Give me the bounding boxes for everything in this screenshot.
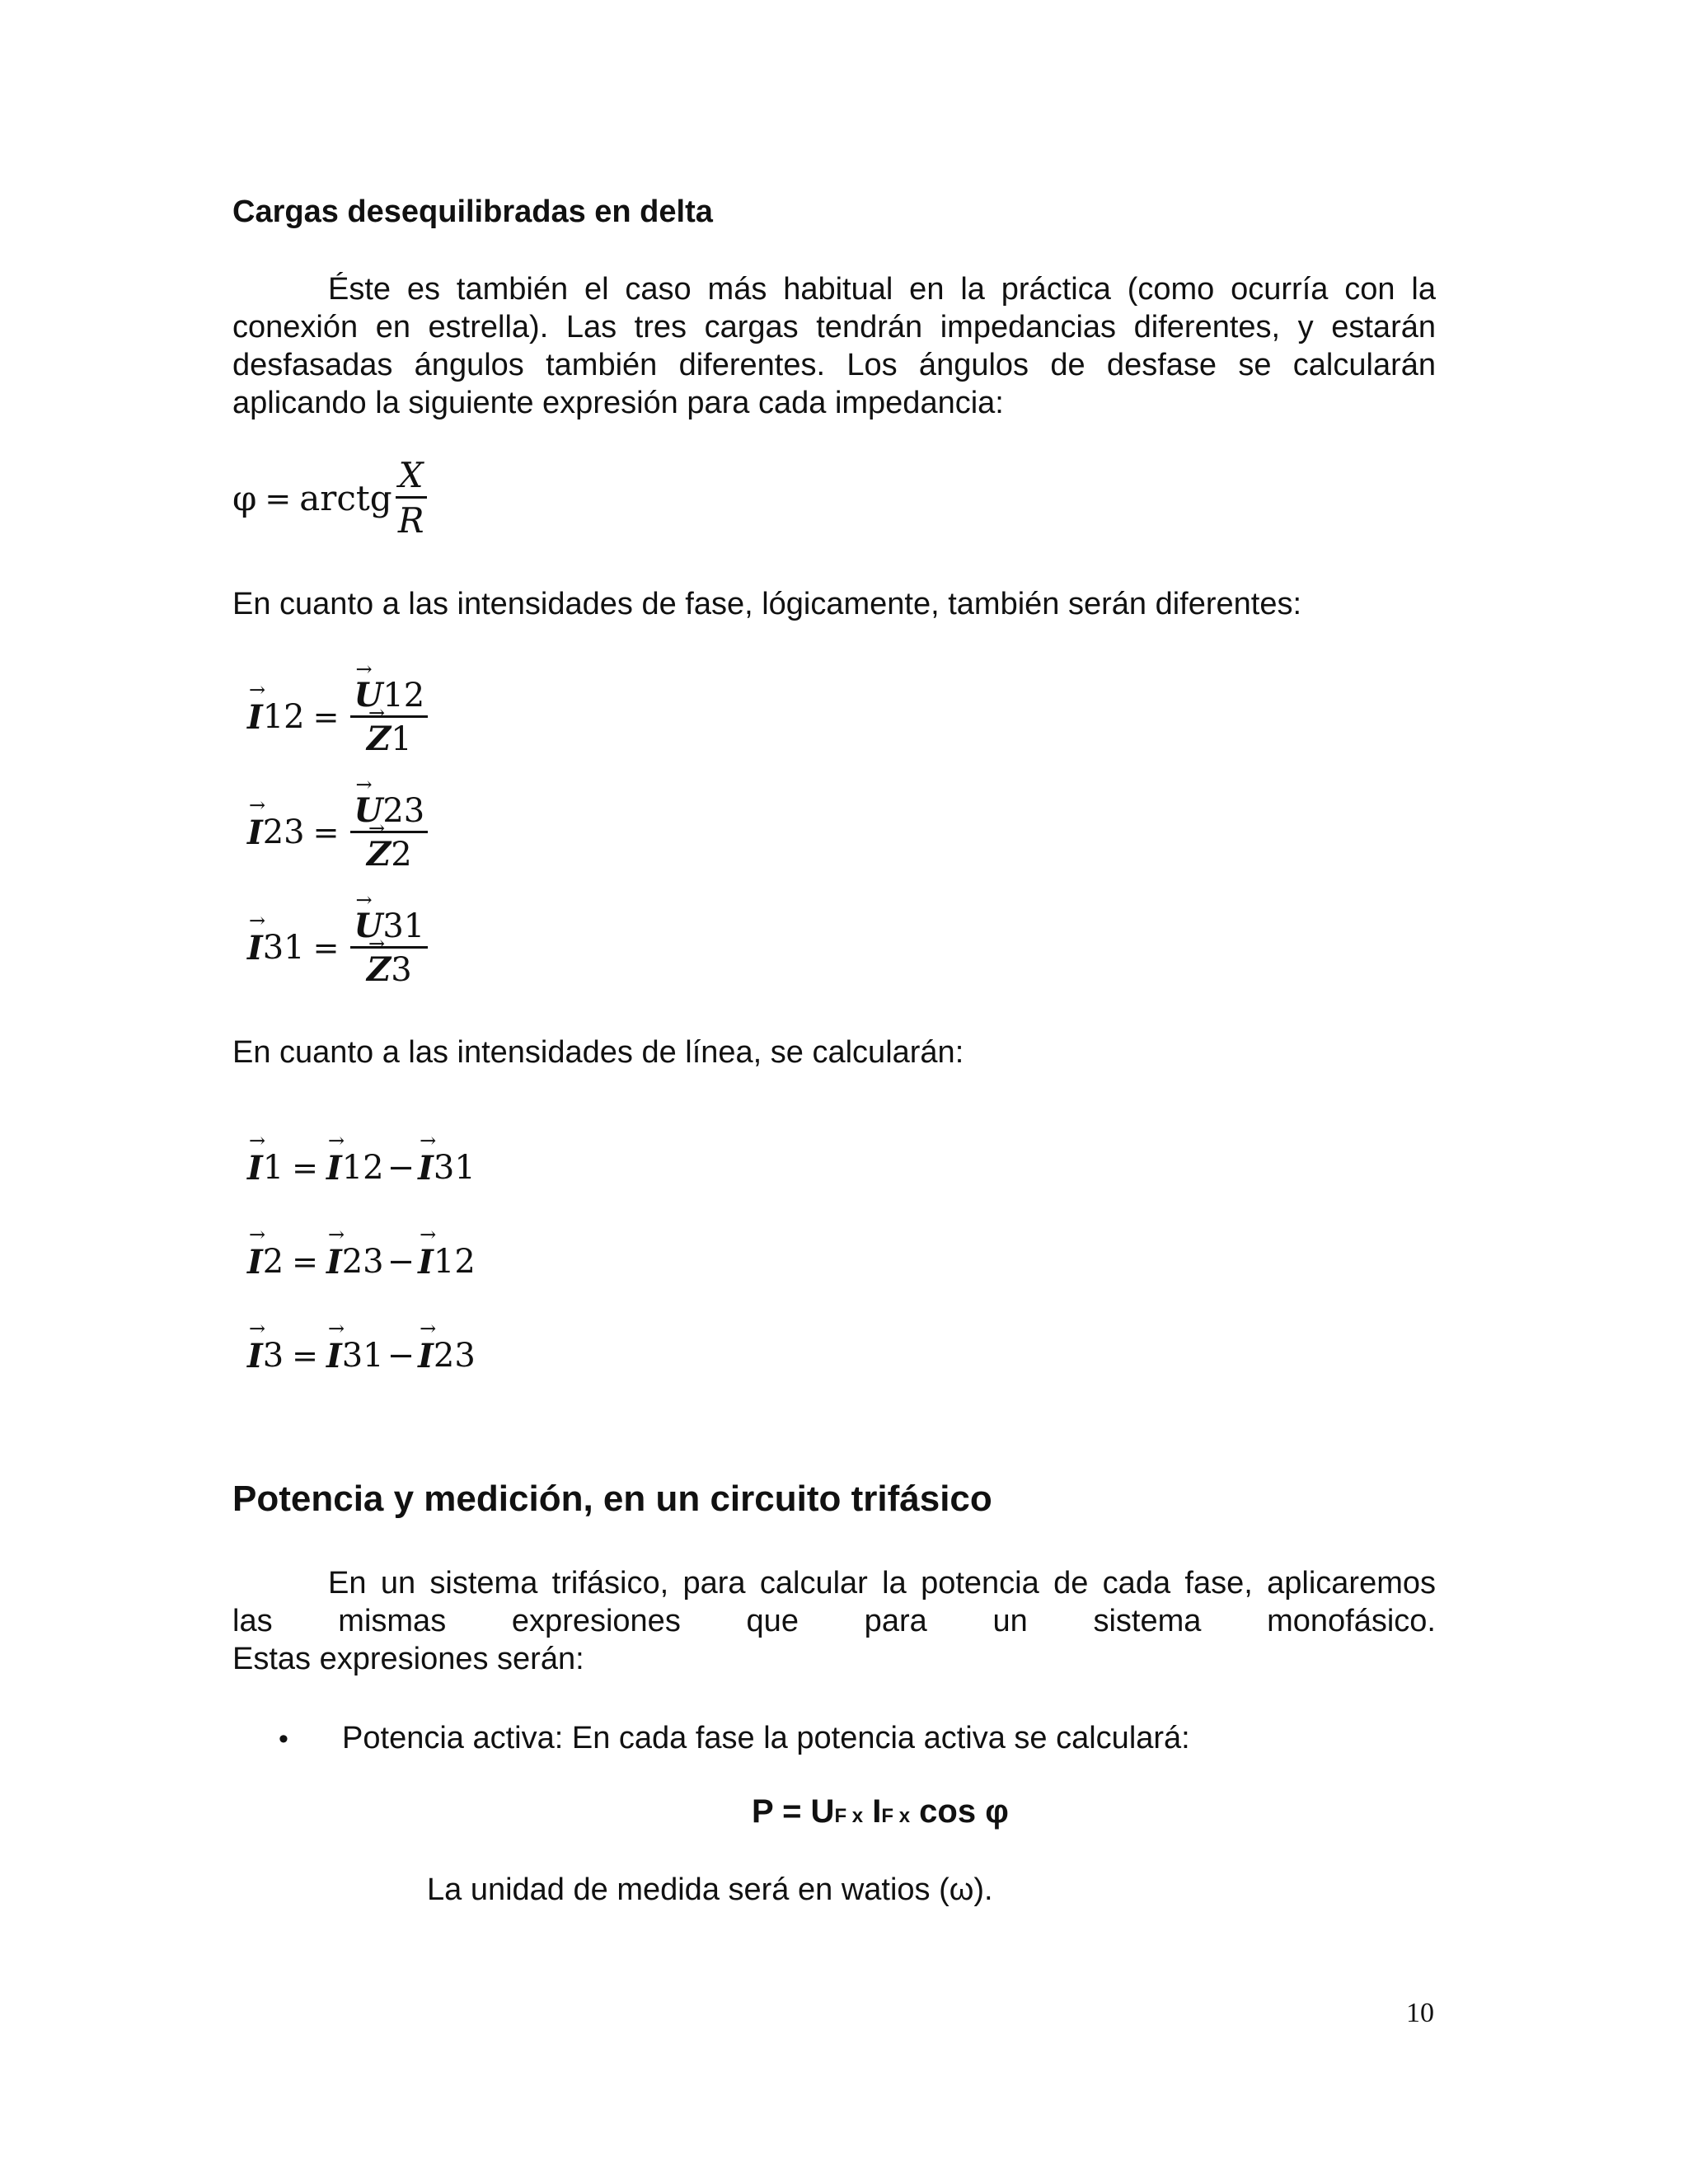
equation-i31 <box>247 890 428 1005</box>
paragraph-line: las mismas expresiones que para un sistema monofásico. <box>232 1604 1436 1638</box>
vector-i: → I <box>326 1149 342 1188</box>
vector-i: → I <box>418 1243 434 1282</box>
subscript: 3 <box>262 1337 284 1375</box>
equation-i3 <box>247 1309 476 1403</box>
paragraph-line: conexión en estrella). Las tres cargas tendrán impedancias diferentes, y estarán <box>232 310 1436 344</box>
phi-formula <box>232 455 427 541</box>
vector-u: → U <box>354 910 382 943</box>
equals-sign: = <box>312 814 340 851</box>
paragraph-phase-currents: En cuanto a las intensidades de fase, lógicamente, también serán diferentes: <box>232 587 1302 621</box>
formula-subscript: F x <box>881 1805 911 1827</box>
subscript: 12 <box>341 1149 384 1187</box>
subscript: 31 <box>433 1149 476 1187</box>
denominator <box>367 833 412 874</box>
vector-u: → U <box>354 679 382 712</box>
paragraph-line: Estas expresiones serán: <box>232 1642 584 1676</box>
subscript: 23 <box>341 1243 384 1281</box>
numerator <box>350 906 428 949</box>
numerator: X <box>396 458 427 499</box>
equals-sign: = <box>292 1338 319 1374</box>
paragraph-line: desfasadas ángulos también diferentes. Los ángulos de desfase se calcularán <box>232 348 1436 382</box>
equation-i12 <box>247 659 428 775</box>
subscript: 12 <box>262 698 305 736</box>
equals-sign: = <box>312 699 340 735</box>
vector-i: → I <box>326 1337 342 1376</box>
vector-z: → Z <box>367 723 391 756</box>
equals-sign: = <box>292 1244 319 1280</box>
minus-sign: − <box>387 1243 415 1281</box>
subscript: 31 <box>262 929 305 967</box>
denominator <box>367 949 412 987</box>
vector-i: → I <box>247 1149 263 1188</box>
vector-i: → I <box>247 813 263 852</box>
vector-i: → I <box>247 1337 263 1376</box>
paragraph-line: aplicando la siguiente expresión para cada impedancia: <box>232 386 1004 420</box>
subscript: 23 <box>382 791 425 830</box>
vector-z: → Z <box>367 954 391 987</box>
numerator <box>350 790 428 833</box>
subscript: 1 <box>391 719 412 758</box>
fraction <box>350 906 428 989</box>
subscript: 12 <box>433 1243 476 1281</box>
paragraph-potencia-intro <box>232 1564 1436 1678</box>
phi-symbol: φ <box>232 478 257 518</box>
minus-sign: − <box>387 1149 415 1187</box>
fraction <box>350 675 428 758</box>
arctg-function: arctg <box>299 478 392 518</box>
vector-i: → I <box>418 1149 434 1188</box>
subscript: 23 <box>433 1337 476 1375</box>
formula-part: I <box>863 1793 882 1830</box>
numerator <box>350 675 428 718</box>
formula-part: cos φ <box>910 1793 1009 1830</box>
subscript: 3 <box>391 950 412 989</box>
denominator: R <box>397 500 424 541</box>
equation-i1 <box>247 1121 476 1215</box>
formula-part: P = U <box>752 1793 835 1830</box>
equals-sign: = <box>292 1150 319 1186</box>
page-number: 10 <box>1406 1998 1434 2028</box>
vector-u: → U <box>354 794 382 827</box>
denominator <box>367 718 412 756</box>
subscript: 31 <box>382 907 425 945</box>
subscript: 31 <box>341 1337 384 1375</box>
subscript: 2 <box>391 835 412 874</box>
active-power-formula <box>752 1793 1009 1830</box>
equation-i23 <box>247 775 428 890</box>
minus-sign: − <box>387 1337 415 1375</box>
vector-i: → I <box>247 698 263 737</box>
paragraph-line: Éste es también el caso más habitual en la práctica (como ocurría con la <box>328 272 1436 307</box>
line-current-equations <box>247 1121 476 1403</box>
vector-i: → I <box>326 1243 342 1282</box>
equals-sign: = <box>312 930 340 966</box>
vector-i: → I <box>247 1243 263 1282</box>
paragraph-line-currents: En cuanto a las intensidades de línea, se calcularán: <box>232 1035 964 1070</box>
bullet-icon: • <box>279 1723 288 1755</box>
section-title-delta: Cargas desequilibradas en delta <box>232 194 713 229</box>
fraction <box>350 790 428 874</box>
vector-z: → Z <box>367 838 391 871</box>
phase-current-equations <box>247 659 428 1005</box>
section-title-potencia: Potencia y medición, en un circuito trifásico <box>232 1479 992 1519</box>
equals-sign: = <box>265 480 292 517</box>
subscript: 2 <box>262 1243 284 1281</box>
bullet-text: Potencia activa: En cada fase la potencia activa se calculará: <box>342 1721 1190 1755</box>
fraction-x-over-r <box>396 455 427 541</box>
vector-i: → I <box>418 1337 434 1376</box>
subscript: 12 <box>382 676 425 715</box>
vector-i: → I <box>247 929 263 968</box>
paragraph-intro <box>232 270 1436 422</box>
equation-i2 <box>247 1215 476 1309</box>
subscript: 1 <box>262 1149 284 1187</box>
paragraph-line: En un sistema trifásico, para calcular la potencia de cada fase, aplicaremos <box>328 1566 1436 1601</box>
bullet-item-potencia-activa <box>279 1719 1190 1758</box>
subscript: 23 <box>262 813 305 851</box>
paragraph-unit: La unidad de medida será en watios (ω). <box>427 1872 993 1907</box>
formula-subscript: F x <box>834 1805 864 1827</box>
